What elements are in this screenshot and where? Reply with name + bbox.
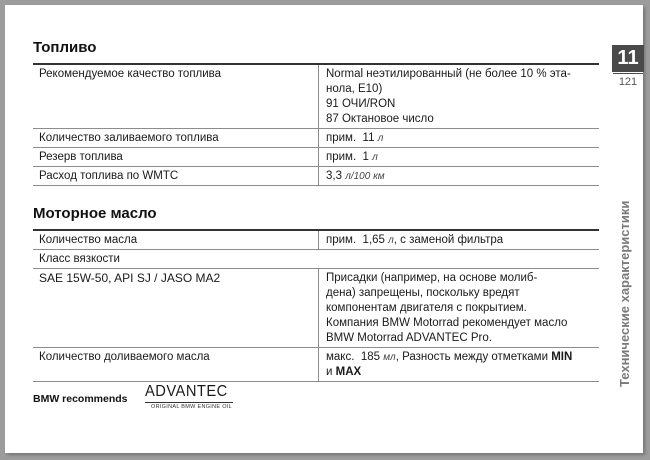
table-row	[33, 167, 599, 186]
table-row	[33, 129, 599, 148]
value-prefix: прим.	[326, 151, 357, 163]
value-line: Компания BMW Motorrad рекомендует масло	[326, 317, 568, 329]
chapter-divider	[613, 73, 643, 74]
oil-topup-value	[319, 348, 600, 382]
oil-topup-label: Количество доливаемого масла	[33, 348, 319, 382]
table-row	[33, 64, 599, 129]
value-and: и	[326, 366, 333, 378]
value-line: Normal неэтилированный (не более 10 % эта-	[326, 68, 571, 80]
fuel-consumption-label: Расход топлива по WMTC	[33, 167, 319, 186]
table-row	[33, 230, 599, 250]
oil-table	[33, 229, 599, 382]
fuel-table	[33, 63, 599, 186]
chapter-number: 11	[612, 45, 644, 72]
value-unit: л	[372, 152, 378, 163]
fuel-quality-value	[319, 64, 600, 129]
logo-rule	[145, 402, 233, 403]
value-line: 87 Октановое число	[326, 113, 434, 125]
advantec-logo-word: ADVANTEC	[145, 383, 228, 400]
table-row	[33, 250, 599, 269]
value-text: , Разность между отметками	[395, 351, 548, 363]
viscosity-class-label: Класс вязкости	[33, 250, 599, 269]
fuel-capacity-label: Количество заливаемого топлива	[33, 129, 319, 148]
fuel-reserve-label: Резерв топлива	[33, 148, 319, 167]
oil-spec-value	[319, 269, 600, 348]
value-line: компонентам двигателя с покрытием.	[326, 302, 527, 314]
advantec-logo	[145, 383, 235, 410]
value-amount: 1,65	[362, 234, 385, 246]
value-prefix: прим.	[326, 132, 357, 144]
value-prefix: макс.	[326, 351, 355, 363]
page-number: 121	[618, 76, 638, 88]
value-line: BMW Motorrad ADVANTEC Pro.	[326, 332, 492, 344]
value-unit: л/100 км	[345, 171, 385, 182]
value-amount: 1	[362, 151, 369, 163]
bmw-recommends-label: BMW recommends	[33, 393, 128, 405]
value-line: дена) запрещены, поскольку вредят	[326, 287, 520, 299]
oil-section-title: Моторное масло	[33, 205, 157, 222]
oil-quantity-value	[319, 230, 600, 250]
advantec-logo-subtitle: ORIGINAL BMW ENGINE OIL	[151, 404, 232, 410]
value-prefix: прим.	[326, 234, 357, 246]
max-mark: MAX	[335, 366, 362, 378]
table-row	[33, 348, 599, 382]
min-mark: MIN	[551, 351, 573, 363]
fuel-quality-label: Рекомендуемое качество топлива	[33, 64, 319, 129]
table-row	[33, 148, 599, 167]
value-line: 91 ОЧИ/RON	[326, 98, 396, 110]
value-line: нола, E10)	[326, 83, 383, 95]
value-amount: 185	[360, 351, 380, 363]
fuel-section-title: Топливо	[33, 39, 97, 56]
fuel-capacity-value	[319, 129, 600, 148]
fuel-consumption-value	[319, 167, 600, 186]
value-suffix: , с заменой фильтра	[393, 234, 504, 246]
value-line: Присадки (например, на основе молиб-	[326, 272, 538, 284]
value-unit: мл	[383, 352, 396, 363]
value-amount: 11	[362, 132, 375, 144]
manual-page	[5, 5, 643, 453]
oil-quantity-label: Количество масла	[33, 230, 319, 250]
value-unit: л	[388, 235, 394, 246]
fuel-reserve-value	[319, 148, 600, 167]
value-amount: 3,3	[326, 170, 342, 182]
chapter-side-title: Технические характеристики	[617, 200, 632, 387]
oil-spec-label: SAE 15W-50, API SJ / JASO MA2	[33, 269, 319, 348]
value-unit: л	[377, 133, 384, 144]
table-row	[33, 269, 599, 348]
